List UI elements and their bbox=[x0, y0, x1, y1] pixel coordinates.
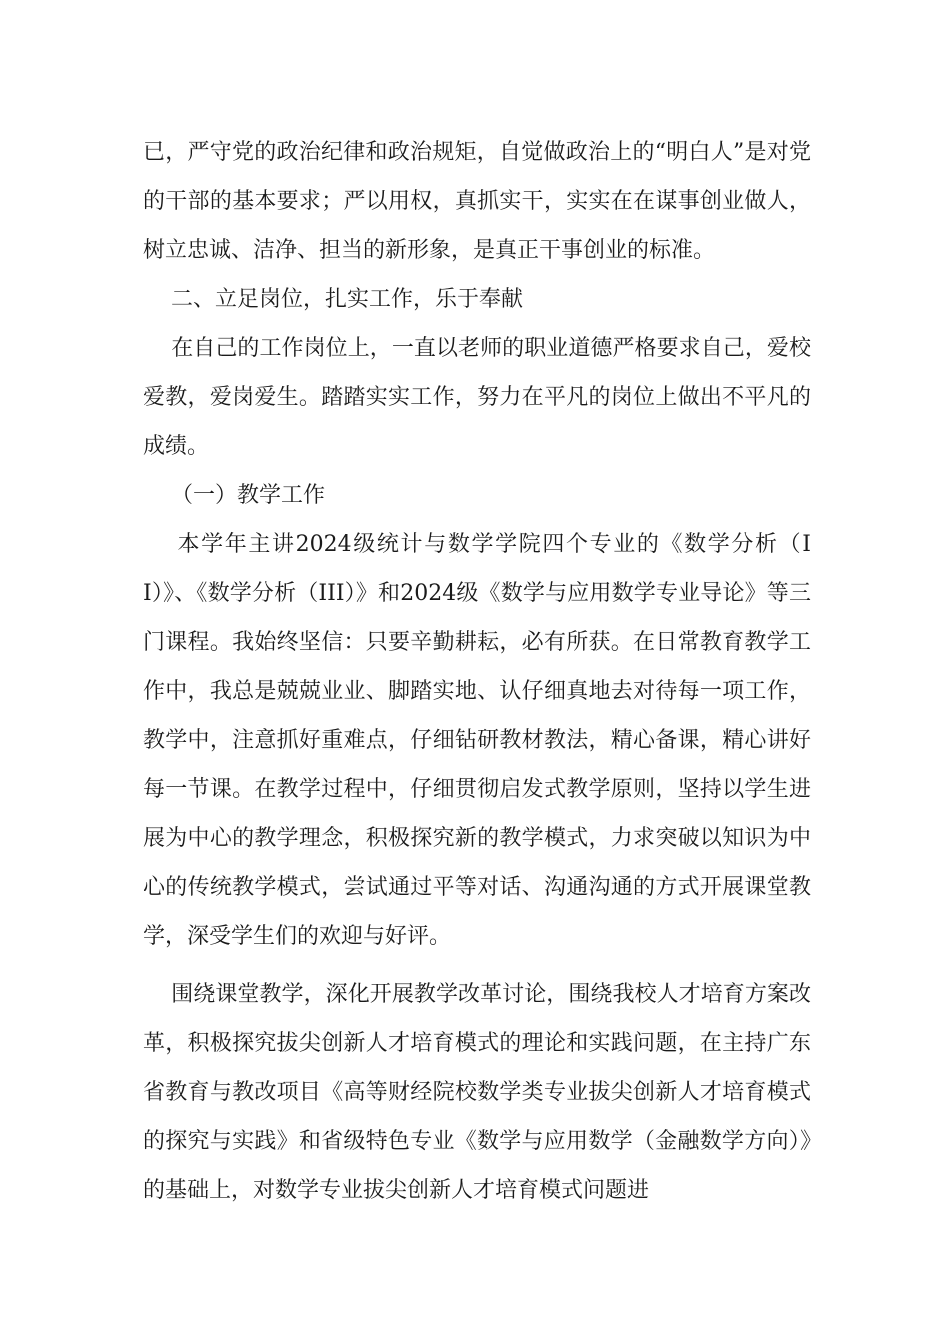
subsection-heading-teaching: （一）教学工作 bbox=[143, 483, 325, 508]
document-body bbox=[143, 128, 811, 1215]
paragraph-continuation: 已，严守党的政治纪律和政治规矩，自觉做政治上的“明白人”是对党的干部的基本要求；严以用权，真抓实干，实实在在谋事创业做人，树立忠诚、洁净、担当的新形象，是真正干事创业的标准。 bbox=[143, 140, 811, 263]
paragraph-gap bbox=[143, 961, 811, 970]
paragraph-teaching: 本学年主讲2024级统计与数学学院四个专业的《数学分析（II）》、《数学分析（III）》和2024级《数学与应用数学专业导论》等三门课程。我始终坚信：只要辛勤耕耘，必有所获。在日常教育教学工作中，我总是兢兢业业、脚踏实地、认仔细真地去对待每一项工作，教学中，注意抓好重难点，仔细钻研教材教法，精心备课，精心讲好每一节课。在教学过程中，仔细贯彻启发式教学原则，坚持以学生进展为中心的教学理念，积极探究新的教学模式，力求突破以知识为中心的传统教学模式，尝试通过平等对话、沟通沟通的方式开展课堂教学，深受学生们的欢迎与好评。 bbox=[143, 532, 811, 949]
section-heading-2: 二、立足岗位，扎实工作，乐于奉献 bbox=[143, 287, 523, 312]
paragraph-reform: 围绕课堂教学，深化开展教学改革讨论，围绕我校人才培育方案改革，积极探究拔尖创新人才培育模式的理论和实践问题，在主持广东省教育与教改项目《高等财经院校数学类专业拔尖创新人才培育模式的探究与实践》和省级特色专业《数学与应用数学（金融数学方向）》的基础上，对数学专业拔尖创新人才培育模式问题进 bbox=[143, 982, 811, 1203]
paragraph-post-duty: 在自己的工作岗位上，一直以老师的职业道德严格要求自己，爱校爱教，爱岗爱生。踏踏实实工作，努力在平凡的岗位上做出不平凡的成绩。 bbox=[143, 336, 811, 459]
